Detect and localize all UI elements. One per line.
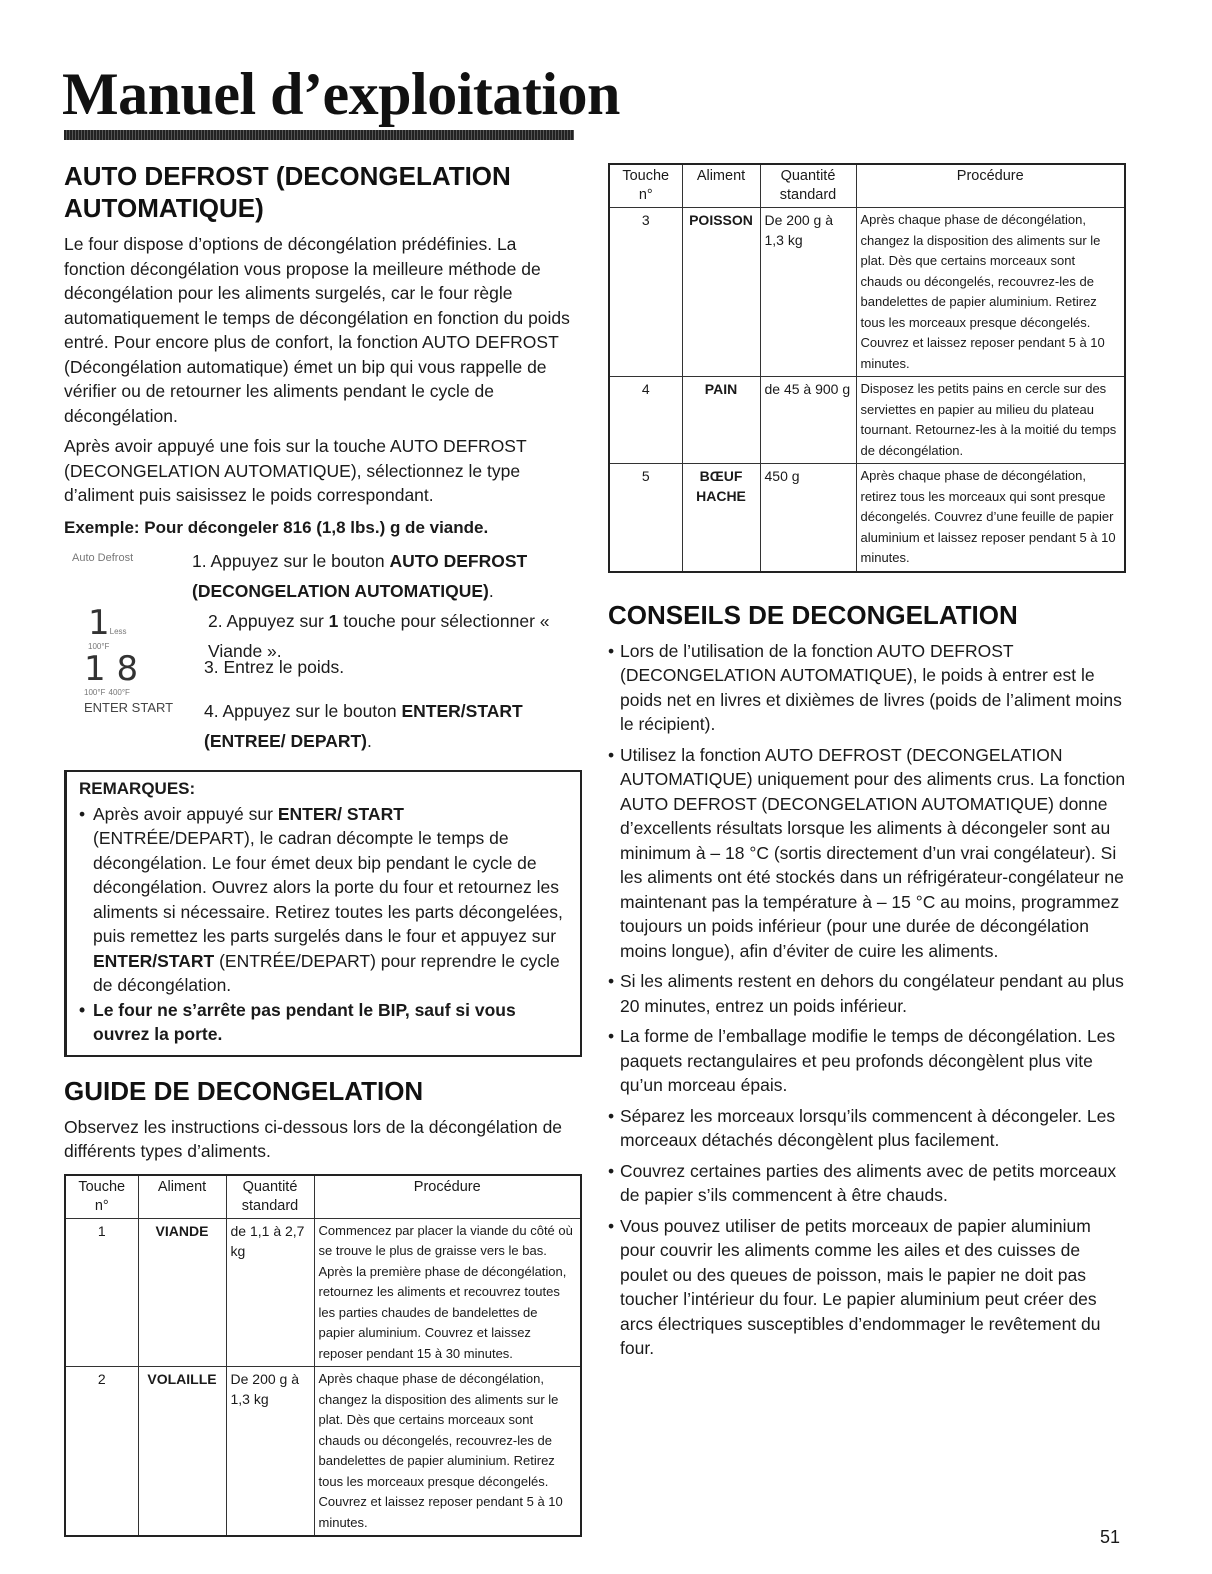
cell-proc: Disposez les petits pains en cercle sur des serviettes en papier au milieu du plateau tournant. Retournez-les à la moitié du temps de décongélation. xyxy=(856,377,1125,464)
auto-defrost-intro: Le four dispose d’options de décongélation prédéfinies. La fonction décongélation vous propose la meilleure méthode de décongélation pour les aliments surgelés, car le four règle automatiquement le temps de décongélation en fonction du poids entré. Pour encore plus de confort, la fonction AUTO DEFROST (Décongélation automatique) émet un bip qui vous rappelle de vérifier ou de retourner les aliments pendant le cycle de décongélation. xyxy=(64,234,570,426)
list-item: • Vous pouvez utiliser de petits morceaux de papier aluminium pour couvrir les aliments comme les ailes et des cuisses de poulet ou des queues de poisson, mais le papier ne doit pas toucher l’intérieur du four. Le papier aluminium peut créer des arcs électriques susceptibles d’endommager le revêtement du four. xyxy=(608,1214,1128,1361)
step-4 xyxy=(64,696,582,756)
cell-qty: de 1,1 à 2,7 kg xyxy=(226,1218,314,1367)
cell-proc: Après chaque phase de décongélation, changez la disposition des aliments sur le plat. Dès que certains morceaux sont chauds ou décongelés, recouvrez-les de bandelettes de papier aluminium. Retirez tous les morceaux presque décongelés. Couvrez et laissez reposer pendant 5 à 10 minutes. xyxy=(314,1367,581,1537)
list-item: • La forme de l’emballage modifie le temps de décongélation. Les paquets rectangulaires et peu profonds décongèlent plus vite qu’un morceau épais. xyxy=(608,1024,1128,1098)
col-header: Procédure xyxy=(314,1175,581,1219)
col-header: Procédure xyxy=(856,164,1125,208)
table-row xyxy=(65,1218,581,1367)
defrost-table-left xyxy=(64,1174,582,1538)
col-header: Quantité standard xyxy=(760,164,856,208)
auto-defrost-instruction: Après avoir appuyé une fois sur la touche AUTO DEFROST (DECONGELATION AUTOMATIQUE), sélectionnez le type d’aliment puis saisissez le poids correspondant. xyxy=(64,436,527,505)
list-item: • Séparez les morceaux lorsqu’ils commencent à décongeler. Les morceaux détachés décongèlent plus facilement. xyxy=(608,1104,1128,1153)
step-3-text: 3. Entrez le poids. xyxy=(204,656,345,677)
cell-num: 3 xyxy=(609,208,682,377)
defrost-table-right xyxy=(608,163,1126,573)
col-header: Touche n° xyxy=(609,164,682,208)
remarque-item: • Après avoir appuyé sur ENTER/ START (ENTRÉE/DEPART), le cadran décompte le temps de décongélation. Le four émet deux bip pendant le cycle de décongélation. Ouvrez alors la porte du four et retournez les aliments si nécessaire. Retirez toutes les parts décongelées, puis remettez les parts surgelés dans le four et appuyez sur ENTER/START (ENTRÉE/DEPART) pour reprendre le cycle de décongélation. xyxy=(79,802,566,998)
list-item: • Lors de l’utilisation de la fonction AUTO DEFROST (DECONGELATION AUTOMATIQUE), le poids à entrer est le poids net en livres et dixièmes de livres (poids de l’aliment moins le récipient). xyxy=(608,639,1128,737)
list-item: • Utilisez la fonction AUTO DEFROST (DECONGELATION AUTOMATIQUE) uniquement pour des aliments crus. La fonction AUTO DEFROST (DECONGELATION AUTOMATIQUE) donne d’excellents résultats lorsque les aliments à décongeler sont au minimum à – 18 °C (sortis directement d’un vrai congélateur). Si les aliments ont été stockés dans un réfrigérateur-congélateur ne maintenant pas la température à – 15 °C au moins, programmez toujours un poids inférieur (pour une durée de décongélation moins longue), afin d’éviter de cuire les aliments. xyxy=(608,743,1128,964)
col-header: Aliment xyxy=(682,164,760,208)
guide-heading: GUIDE DE DECONGELATION xyxy=(64,1075,424,1106)
cell-food: VIANDE xyxy=(138,1218,226,1367)
cell-proc: Après chaque phase de décongélation, retirez tous les morceaux qui sont presque décongelés. Couvrez d’une feuille de papier aluminium et laissez reposer pendant 5 à 10 minutes. xyxy=(856,464,1125,572)
left-column xyxy=(64,160,582,1537)
title-rule xyxy=(64,130,574,140)
cell-qty: De 200 g à 1,3 kg xyxy=(760,208,856,377)
cell-qty: 450 g xyxy=(760,464,856,572)
table-header-row xyxy=(609,164,1125,208)
table-row xyxy=(609,208,1125,377)
cell-num: 2 xyxy=(65,1367,138,1537)
table-row xyxy=(609,464,1125,572)
step-2 xyxy=(64,602,582,661)
list-item: • Si les aliments restent en dehors du congélateur pendant au plus 20 minutes, entrez un poids inférieur. xyxy=(608,969,1128,1018)
example-line: Exemple: Pour décongeler 816 (1,8 lbs.) g de viande. xyxy=(64,517,489,537)
step-2-text: 2. Appuyez sur 1 touche pour sélectionner « Viande ». xyxy=(208,610,550,661)
cell-num: 5 xyxy=(609,464,682,572)
step-3 xyxy=(64,648,582,697)
remarques-title: REMARQUES: xyxy=(79,778,196,798)
page-number: 51 xyxy=(1100,1527,1121,1547)
conseils-list xyxy=(608,639,1128,1361)
steps-list xyxy=(64,546,582,756)
cell-food: VOLAILLE xyxy=(138,1367,226,1537)
auto-defrost-heading: AUTO DEFROST (DECONGELATION AUTOMATIQUE) xyxy=(64,161,511,223)
guide-intro: Observez les instructions ci-dessous lors de la décongélation de différents types d’aliments. xyxy=(64,1116,563,1161)
cell-proc: Après chaque phase de décongélation, changez la disposition des aliments sur le plat. Dès que certains morceaux sont chauds ou décongelés, recouvrez-les de bandelettes de papier aluminium. Retirez tous les morceaux presque décongelés. Couvrez et laissez reposer pendant 5 à 10 minutes. xyxy=(856,208,1125,377)
cell-num: 4 xyxy=(609,377,682,464)
col-header: Touche n° xyxy=(65,1175,138,1219)
cell-qty: de 45 à 900 g xyxy=(760,377,856,464)
remarques-box xyxy=(64,770,582,1057)
weight-keys-icon: 1 8 100°F 400°F xyxy=(84,648,139,697)
cell-food: PAIN xyxy=(682,377,760,464)
step-1-text: 1. Appuyez sur le bouton AUTO DEFROST (DECONGELATION AUTOMATIQUE). xyxy=(192,550,528,601)
cell-proc: Commencez par placer la viande du côté où se trouve le plus de graisse vers le bas. Après la première phase de décongélation, retournez les aliments et recouvrez toutes les parties chaudes de bandelettes de papier aluminium. Couvrez et laissez reposer pendant 15 à 30 minutes. xyxy=(314,1218,581,1367)
auto-defrost-key-icon: Auto Defrost xyxy=(72,551,134,564)
step-1 xyxy=(64,546,582,606)
list-item: • Couvrez certaines parties des aliments avec de petits morceaux de papier s’ils commencent à être chauds. xyxy=(608,1159,1128,1208)
table-row xyxy=(65,1367,581,1537)
cell-qty: De 200 g à 1,3 kg xyxy=(226,1367,314,1537)
col-header: Quantité standard xyxy=(226,1175,314,1219)
cell-food: BŒUF HACHE xyxy=(682,464,760,572)
right-column xyxy=(608,163,1128,1367)
enter-start-key-icon: ENTER START xyxy=(84,699,174,715)
table-row xyxy=(609,377,1125,464)
col-header: Aliment xyxy=(138,1175,226,1219)
cell-num: 1 xyxy=(65,1218,138,1367)
conseils-heading: CONSEILS DE DECONGELATION xyxy=(608,599,1018,630)
page-title: Manuel d’exploitation xyxy=(62,61,620,127)
number-one-key-icon: 1Less 100°F xyxy=(88,602,127,651)
step-4-text: 4. Appuyez sur le bouton ENTER/START (ENTREE/ DEPART). xyxy=(204,700,523,751)
cell-food: POISSON xyxy=(682,208,760,377)
remarque-item-warning: • Le four ne s’arrête pas pendant le BIP, sauf si vous ouvrez la porte. xyxy=(79,998,566,1047)
table-header-row xyxy=(65,1175,581,1219)
